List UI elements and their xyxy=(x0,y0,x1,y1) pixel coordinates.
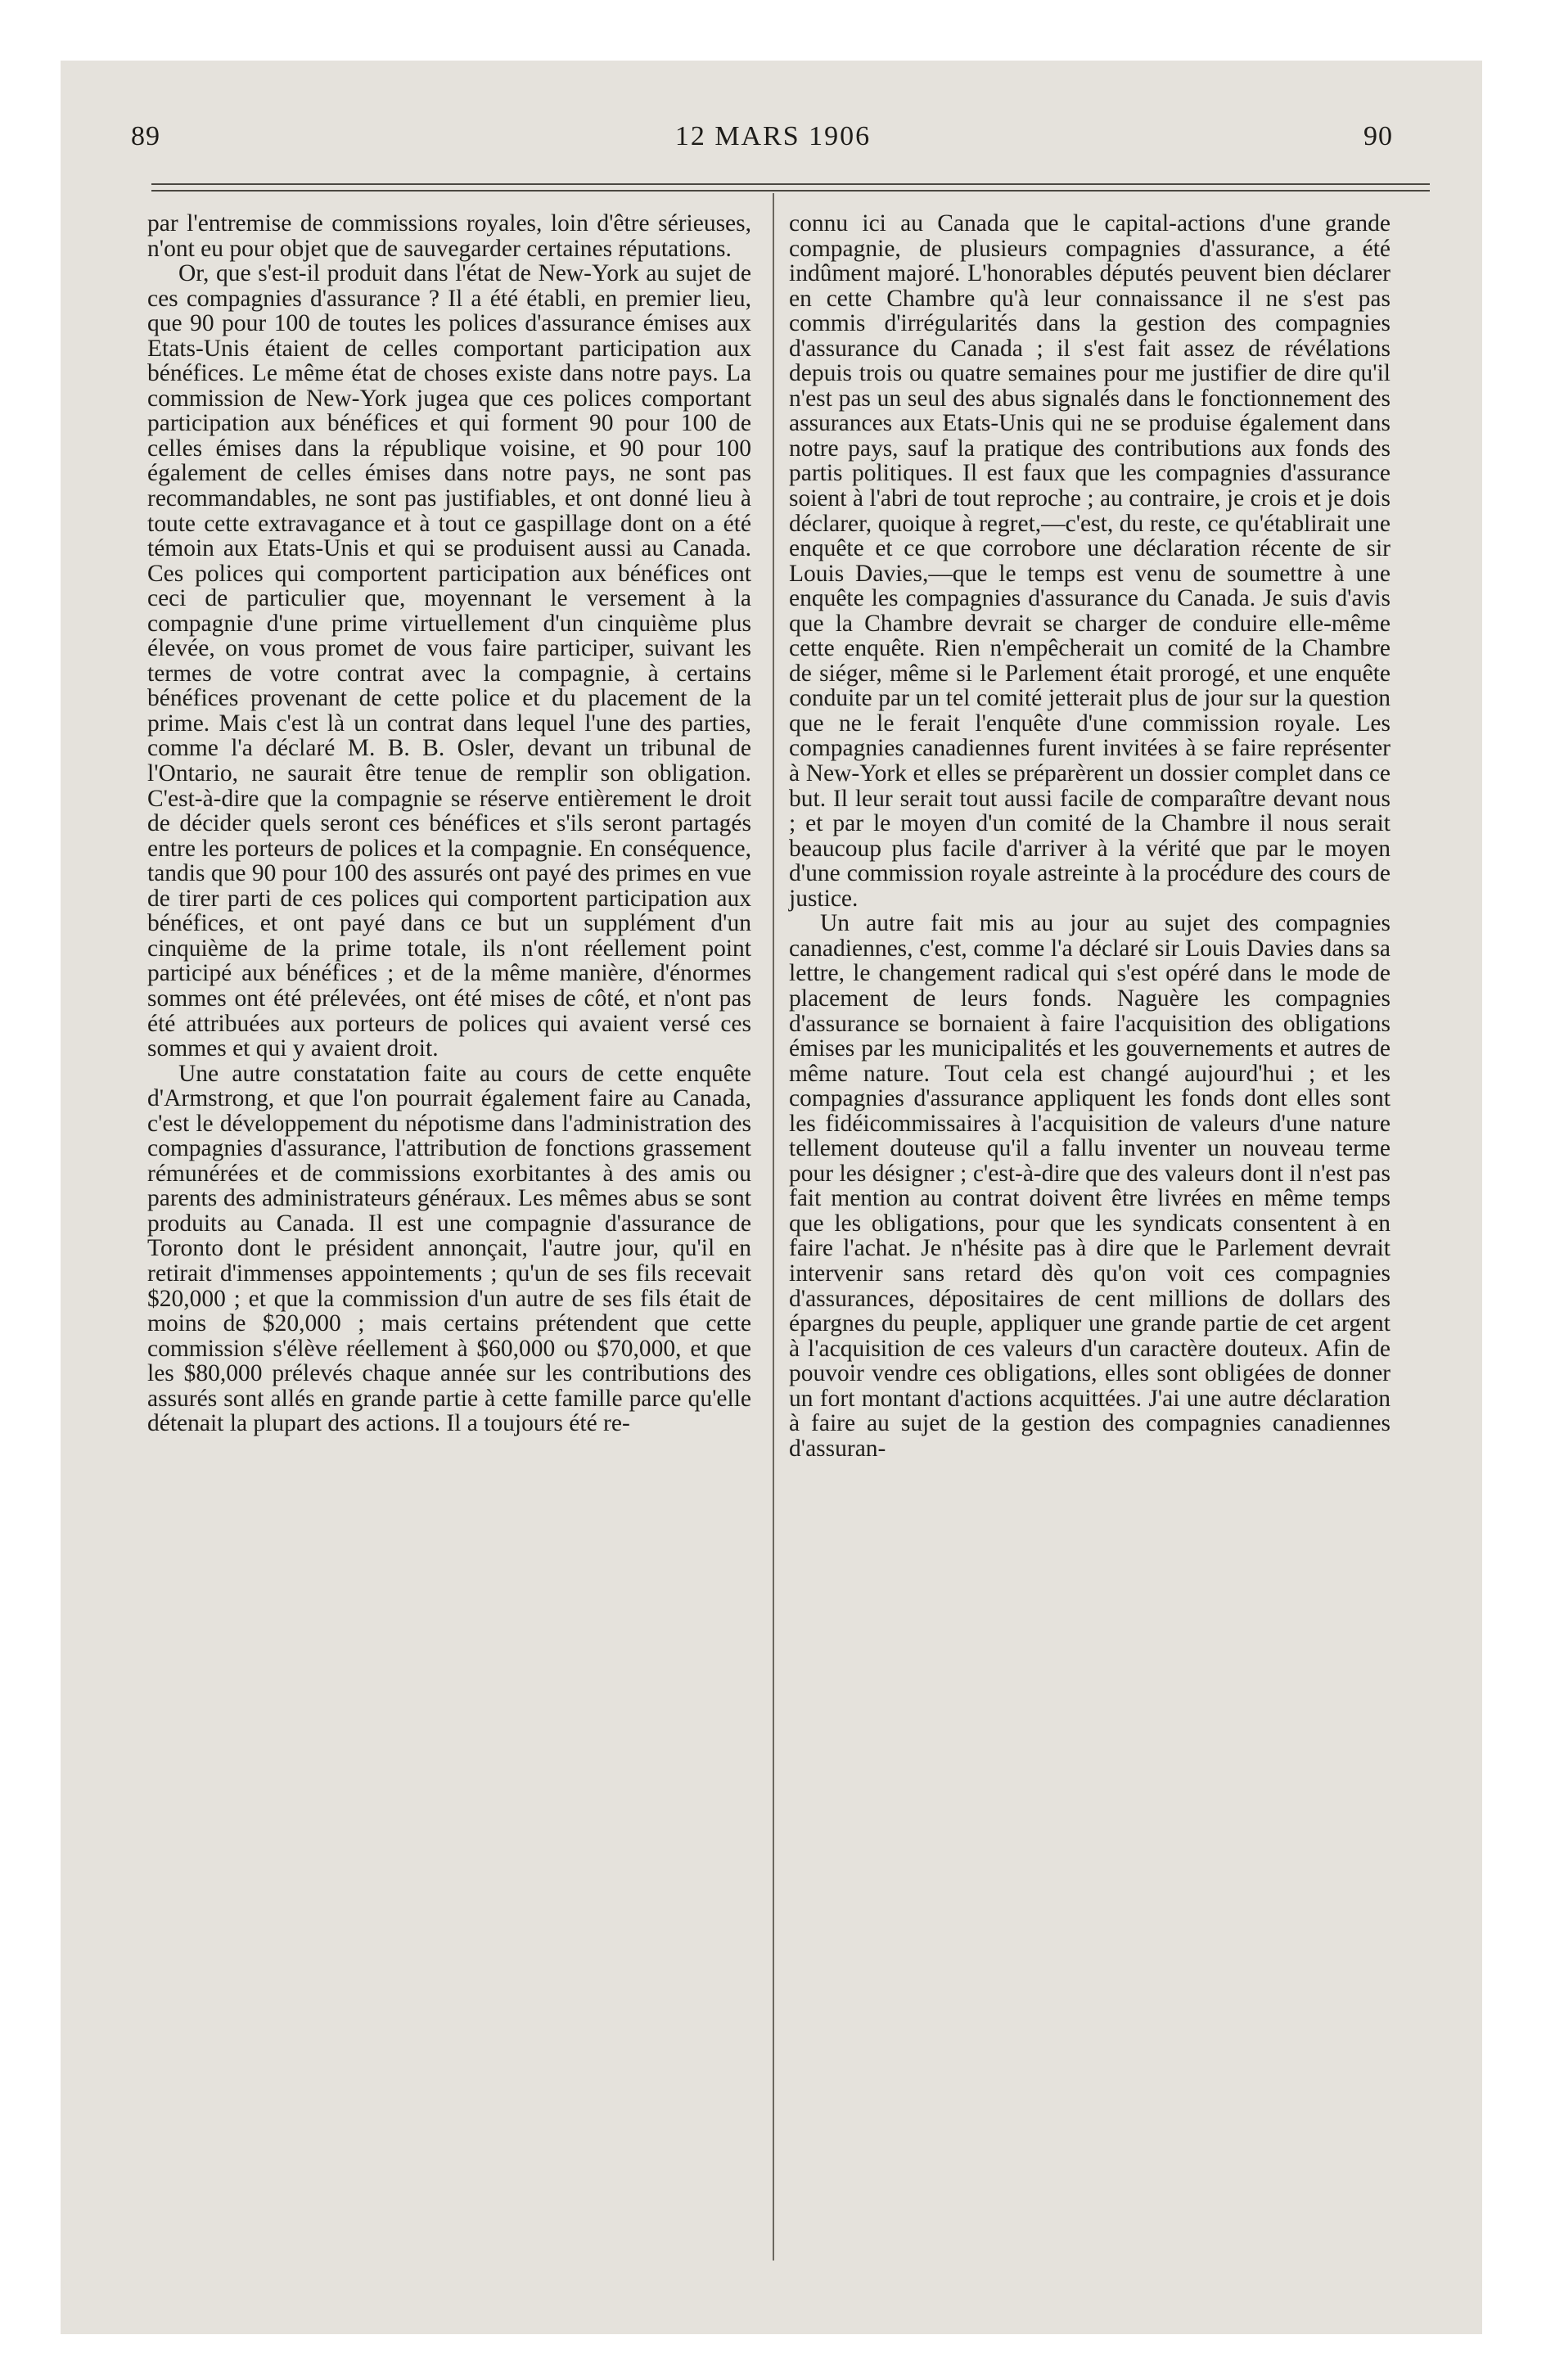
left-page-number: 89 xyxy=(131,121,160,151)
left-column xyxy=(147,211,751,1436)
paragraph: Un autre fait mis au jour au sujet des compagnies canadiennes, c'est, comme l'a déclaré sir Louis Davies dans sa lettre, le changement radical qui s'est opéré dans le mode de placement de leurs fonds. Naguère les compagnies d'assurance se bornaient à faire l'acquisition des obligations émises par les municipalités et les gouvernements et autres de même nature. Tout cela est changé aujourd'hui ; et les compagnies d'assurance appliquent les fonds dont elles sont les fidéicommissaires à l'acquisition de valeurs d'une nature tellement douteuse qu'il a fallu inventer un nouveau terme pour les désigner ; c'est-à-dire que des valeurs dont il n'est pas fait mention au contrat doivent être livrées en même temps que les obligations, pour que les syndicats consentent à en faire l'achat. Je n'hésite pas à dire que le Parlement devrait intervenir sans retard dès qu'on voit ces compagnies d'assurances, dépositaires de cent millions de dollars des épargnes du peuple, appliquer une grande partie de cet argent à l'acquisition de ces valeurs d'un caractère douteux. Afin de pouvoir vendre ces obligations, elles sont obligées de donner un fort montant d'actions acquittées. J'ai une autre déclaration à faire au sujet de la gestion des compagnies canadiennes d'assuran- xyxy=(789,910,1390,1462)
right-column xyxy=(789,211,1390,1461)
right-page-number: 90 xyxy=(1363,121,1393,151)
paragraph: par l'entremise de commissions royales, loin d'être sérieuses, n'ont eu pour objet que de sauvegarder certaines réputations. xyxy=(147,210,751,262)
header-rule-top xyxy=(151,183,1430,185)
page-date: 12 MARS 1906 xyxy=(674,121,872,151)
paragraph: Or, que s'est-il produit dans l'état de New-York au sujet de ces compagnies d'assurance ? Il a été établi, en premier lieu, que 90 pour 100 de toutes les polices d'assurance émises aux Etats-Unis étaient de celles comportant participation aux bénéfices. Le même état de choses existe dans notre pays. La commission de New-York jugea que ces polices comportant participation aux bénéfices et qui forment 90 pour 100 de celles émises dans la république voisine, et 90 pour 100 également de celles émises dans notre pays, ne sont pas recommandables, ne sont pas justifiables, et ont donné lieu à toute cette extravagance et à tout ce gaspillage dont on a été témoin aux Etats-Unis et qui se produisent aussi au Canada. Ces polices qui comportent participation aux bénéfices ont ceci de particulier que, moyennant le versement à la compagnie d'une prime virtuellement d'un cinquième plus élevée, on vous promet de vous faire participer, suivant les termes de votre contrat avec la compagnie, à certains bénéfices provenant de cette police et du placement de la prime. Mais c'est là un contrat dans lequel l'une des parties, comme l'a déclaré M. B. B. Osler, devant un tribunal de l'Ontario, ne saurait être tenue de remplir son obligation. C'est-à-dire que la compagnie se réserve entièrement le droit de décider quels seront ces bénéfices et s'ils seront partagés entre les porteurs de polices et la compagnie. En conséquence, tandis que 90 pour 100 des assurés ont payé des primes en vue de tirer parti de ces polices qui comportent participation aux bénéfices, et ont payé dans ce but un supplément d'un cinquième de la prime totale, ils n'ont réellement point participé aux bénéfices ; et de la même manière, d'énormes sommes ont été prélevées, ont été mises de côté, et n'ont pas été attribuées aux porteurs de polices qui avaient versé ces sommes et qui y avaient droit. xyxy=(147,260,751,1062)
paragraph: connu ici au Canada que le capital-actions d'une grande compagnie, de plusieurs compagnies d'assurance, a été indûment majoré. L'honorables députés peuvent bien déclarer en cette Chambre qu'à leur connaissance il ne s'est pas commis d'irrégularités dans la gestion des compagnies d'assurance du Canada ; il s'est fait assez de révélations depuis trois ou quatre semaines pour me justifier de dire qu'il n'est pas un seul des abus signalés dans le fonctionnement des assurances aux Etats-Unis qui ne se produise également dans notre pays, sauf la pratique des contributions aux fonds des partis politiques. Il est faux que les compagnies d'assurance soient à l'abri de tout reproche ; au contraire, je crois et je dois déclarer, quoique à regret,—c'est, du reste, ce qu'établirait une enquête et ce que corrobore une déclaration récente de sir Louis Davies,—que le temps est venu de soumettre à une enquête les compagnies d'assurance du Canada. Je suis d'avis que la Chambre devrait se charger de conduire elle-même cette enquête. Rien n'empêcherait un comité de la Chambre de siéger, même si le Parlement était prorogé, et une enquête conduite par un tel comité jetterait plus de jour sur la question que ne le ferait l'enquête d'une commission royale. Les compagnies canadiennes furent invitées à se faire représenter à New-York et elles se préparèrent un dossier complet dans ce but. Il leur serait tout aussi facile de comparaître devant nous ; et par le moyen d'un comité de la Chambre il nous serait beaucoup plus facile d'arriver à la vérité que par le moyen d'une commission royale astreinte à la procédure des cours de justice. xyxy=(789,210,1390,912)
paragraph: Une autre constatation faite au cours de cette enquête d'Armstrong, et que l'on pourrait également faire au Canada, c'est le développement du népotisme dans l'administration des compagnies d'assurance, l'attribution de fonctions grassement rémunérées et de commissions exorbitantes à des amis ou parents des administrateurs généraux. Les mêmes abus se sont produits au Canada. Il est une compagnie d'assurance de Toronto dont le président annonçait, l'autre jour, qu'il en retirait d'immenses appointements ; qu'un de ses fils recevait $20,000 ; et que la commission d'un autre de ses fils était de moins de $20,000 ; mais certains prétendent que cette commission s'élève réellement à $60,000 ou $70,000, et que les $80,000 prélevés chaque année sur les contributions des assurés sont allés en grande partie à cette famille parce qu'elle détenait la plupart des actions. Il a toujours été re- xyxy=(147,1060,751,1437)
column-divider xyxy=(773,193,774,2261)
header-rule-bottom xyxy=(151,190,1430,192)
